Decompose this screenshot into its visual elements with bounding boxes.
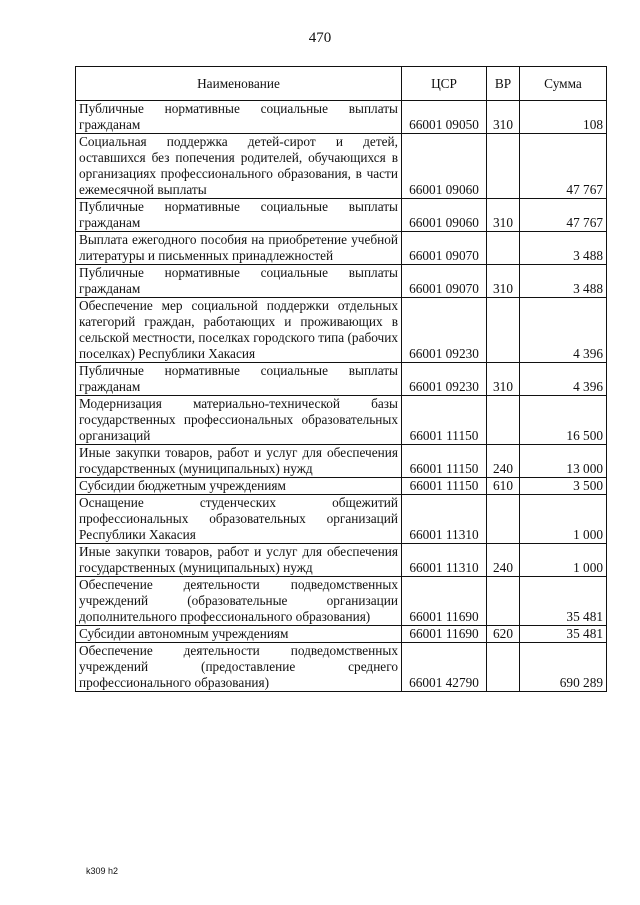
- table-body: [76, 101, 607, 692]
- cell-csr: 66001 11690: [402, 626, 487, 643]
- cell-name: Публичные нормативные социальные выплаты гражданам: [76, 199, 402, 232]
- cell-sum: 3 488: [520, 232, 607, 265]
- cell-vr: 310: [487, 101, 520, 134]
- cell-name: Субсидии автономным учреждениям: [76, 626, 402, 643]
- cell-sum: 3 500: [520, 478, 607, 495]
- cell-csr: 66001 09060: [402, 134, 487, 199]
- header-name: Наименование: [76, 67, 402, 101]
- cell-vr: 240: [487, 445, 520, 478]
- cell-csr: 66001 11310: [402, 544, 487, 577]
- table-row: [76, 544, 607, 577]
- cell-csr: 66001 09070: [402, 232, 487, 265]
- cell-sum: 35 481: [520, 626, 607, 643]
- cell-vr: 310: [487, 199, 520, 232]
- cell-sum: 690 289: [520, 643, 607, 692]
- cell-name: Социальная поддержка детей-сирот и детей, оставшихся без попечения родителей, обучающихся в организациях профессионального образования, в части ежемесячной выплаты: [76, 134, 402, 199]
- cell-vr: [487, 298, 520, 363]
- cell-vr: 620: [487, 626, 520, 643]
- cell-sum: 13 000: [520, 445, 607, 478]
- cell-name: Выплата ежегодного пособия на приобретение учебной литературы и письменных принадлежностей: [76, 232, 402, 265]
- table-row: [76, 101, 607, 134]
- table-row: [76, 626, 607, 643]
- table-row: [76, 643, 607, 692]
- cell-name: Оснащение студенческих общежитий профессиональных образовательных организаций Республики Хакасия: [76, 495, 402, 544]
- cell-name: Публичные нормативные социальные выплаты гражданам: [76, 265, 402, 298]
- cell-csr: 66001 42790: [402, 643, 487, 692]
- cell-csr: 66001 09070: [402, 265, 487, 298]
- page-number: 470: [308, 30, 332, 46]
- cell-name: Обеспечение деятельности подведомственных учреждений (образовательные организации дополнительного профессионального образования): [76, 577, 402, 626]
- cell-vr: 610: [487, 478, 520, 495]
- cell-csr: 66001 09060: [402, 199, 487, 232]
- cell-vr: [487, 396, 520, 445]
- cell-vr: 310: [487, 363, 520, 396]
- cell-vr: [487, 577, 520, 626]
- cell-name: Субсидии бюджетным учреждениям: [76, 478, 402, 495]
- cell-sum: 47 767: [520, 134, 607, 199]
- cell-vr: [487, 134, 520, 199]
- table-row: [76, 396, 607, 445]
- cell-sum: 4 396: [520, 363, 607, 396]
- cell-vr: [487, 232, 520, 265]
- table-row: [76, 298, 607, 363]
- cell-name: Иные закупки товаров, работ и услуг для обеспечения государственных (муниципальных) нужд: [76, 544, 402, 577]
- cell-sum: 108: [520, 101, 607, 134]
- footer-code: k309 h2: [86, 866, 119, 876]
- cell-name: Публичные нормативные социальные выплаты гражданам: [76, 101, 402, 134]
- table-row: [76, 478, 607, 495]
- table-row: [76, 363, 607, 396]
- cell-csr: 66001 11310: [402, 495, 487, 544]
- header-sum: Сумма: [520, 67, 607, 101]
- cell-name: Обеспечение деятельности подведомственных учреждений (предоставление среднего профессионального образования): [76, 643, 402, 692]
- cell-csr: 66001 11150: [402, 478, 487, 495]
- table-row: [76, 199, 607, 232]
- table-row: [76, 232, 607, 265]
- cell-name: Обеспечение мер социальной поддержки отдельных категорий граждан, работающих и проживающих в сельской местности, поселках городского типа (рабочих поселках) Республики Хакасия: [76, 298, 402, 363]
- cell-csr: 66001 11150: [402, 445, 487, 478]
- cell-sum: 47 767: [520, 199, 607, 232]
- cell-csr: 66001 09230: [402, 363, 487, 396]
- table-row: [76, 495, 607, 544]
- header-csr: ЦСР: [402, 67, 487, 101]
- cell-sum: 1 000: [520, 495, 607, 544]
- cell-vr: 240: [487, 544, 520, 577]
- cell-vr: [487, 643, 520, 692]
- budget-table: [75, 66, 607, 692]
- cell-vr: [487, 495, 520, 544]
- table-row: [76, 577, 607, 626]
- cell-sum: 4 396: [520, 298, 607, 363]
- table-row: [76, 265, 607, 298]
- cell-sum: 1 000: [520, 544, 607, 577]
- table-header-row: [76, 67, 607, 101]
- cell-name: Публичные нормативные социальные выплаты гражданам: [76, 363, 402, 396]
- table-row: [76, 134, 607, 199]
- cell-csr: 66001 11690: [402, 577, 487, 626]
- cell-sum: 16 500: [520, 396, 607, 445]
- cell-csr: 66001 09050: [402, 101, 487, 134]
- cell-name: Модернизация материально-технической базы государственных профессиональных образовательных организаций: [76, 396, 402, 445]
- cell-vr: 310: [487, 265, 520, 298]
- header-vr: ВР: [487, 67, 520, 101]
- cell-csr: 66001 11150: [402, 396, 487, 445]
- cell-name: Иные закупки товаров, работ и услуг для обеспечения государственных (муниципальных) нужд: [76, 445, 402, 478]
- cell-sum: 3 488: [520, 265, 607, 298]
- table-row: [76, 445, 607, 478]
- cell-csr: 66001 09230: [402, 298, 487, 363]
- cell-sum: 35 481: [520, 577, 607, 626]
